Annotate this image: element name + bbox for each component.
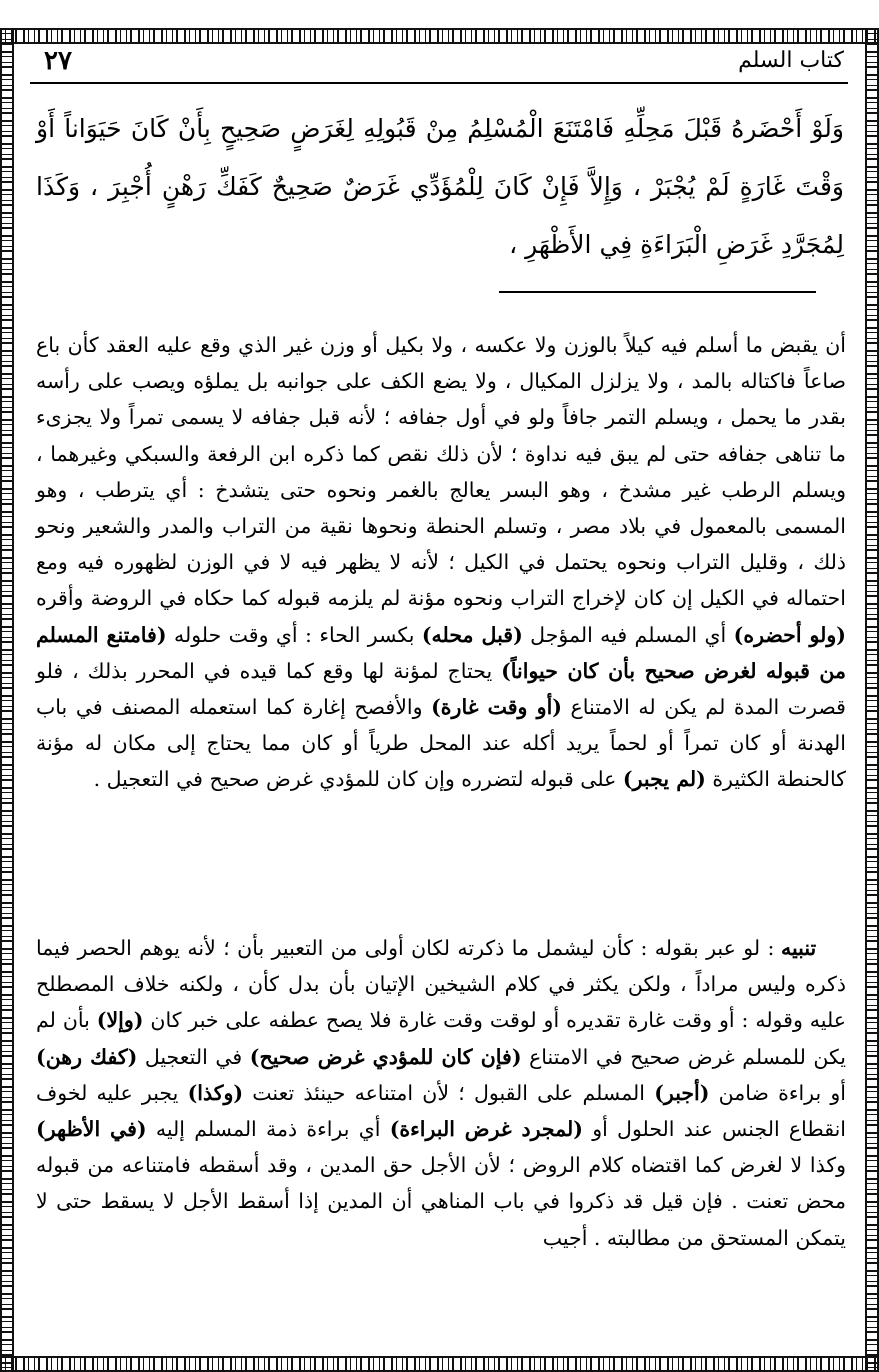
quoted-matn: (أو وقت غارة) bbox=[431, 695, 562, 720]
quoted-matn: (فإن كان للمؤدي غرض صحيح) bbox=[249, 1044, 522, 1069]
quoted-matn: (وإلا) bbox=[96, 1008, 144, 1033]
section-divider bbox=[499, 291, 816, 293]
commentary-text: على قبوله لتضرره وإن كان للمؤدي غرض صحيح في التعجيل . bbox=[93, 767, 623, 792]
commentary-text: وكذا لا لغرض كما اقتضاه كلام الروض ؛ لأن الأجل حق المدين ، وقد أسقطه فامتناعه من قبوله محض تعنت . فإن قيل قد ذكروا في باب المناهي أن المدين إذا أسقط الأجل لا يسقط حتى لا يتمكن المستحق من مطالبته . أجيب bbox=[36, 1153, 846, 1250]
commentary-text: المسلم على القبول ؛ لأن امتناعه حينئذ تعنت bbox=[243, 1080, 655, 1105]
ornamental-border-bottom bbox=[0, 1356, 879, 1372]
commentary-text: : لو عبر بقوله : كأن ليشمل ما ذكرته لكان أولى من التعبير بأن ؛ لأنه يوهم الحصر فيما ذكره وليس مراداً ، ولكن يكثر في كلام الشيخين الإتيان بأن بدل كأن ، ولكنه خلاف المصطلح عليه وقوله : أو وقت غارة تقديره أو لوقت وقت غارة فلا يصح عطفه على خبر كان bbox=[36, 936, 846, 1033]
ornamental-border-left bbox=[0, 28, 14, 1372]
commentary-paragraph-1 bbox=[36, 327, 846, 798]
commentary-text: بأن لم يكن للمسلم غرض صحيح في الامتناع bbox=[36, 1008, 847, 1069]
quoted-matn: (قبل محله) bbox=[421, 622, 523, 647]
quoted-matn: (لم يجبر) bbox=[622, 767, 706, 792]
commentary-text: بكسر الحاء : أي وقت حلوله bbox=[166, 622, 422, 647]
quoted-matn: (فامتنع المسلم من قبوله لغرض صحيح بأن كان حيواناً) bbox=[36, 622, 847, 683]
commentary-text: أي براءة ذمة المسلم إليه bbox=[146, 1117, 390, 1142]
commentary-text: أن يقبض ما أسلم فيه كيلاً بالوزن ولا عكسه ، ولا بكيل أو وزن غير الذي وقع عليه العقد كأن باع صاعاً فاكتاله بالمد ، ولا يزلزل المكيال ، ولا يضع الكف على جوانبه بل يملؤه ويصب على رأسه بقدر ما يحمل ، ويسلم التمر جافاً ولو في أول جفافه ؛ لأنه قبل جفافه لا يسمى تمراً ولا يجزىء ما تناهى جفافه حتى لم يبق فيه نداوة ؛ لأن ذلك نقص كما ذكره ابن الرفعة والسبكي وغيرهما ، ويسلم الرطب غير مشدخ ، وهو البسر يعالج بالغمر ونحوه حتى يتشدخ : أي يترطب ، وهو المسمى بالمعمول في بلاد مصر ، وتسلم الحنطة ونحوها نقية من التراب والمدر والشعير ونحو ذلك ، وقليل التراب ونحوه يحتمل في الكيل ؛ لأنه لا يظهر فيه لا في الوزن لظهوره فيه ومع احتماله في الكيل إن كان لإخراج التراب ونحوه مؤنة لم يلزمه قبوله كما حكاه في الروضة وأقره bbox=[36, 333, 846, 611]
running-header bbox=[30, 46, 848, 84]
ornamental-border-top bbox=[0, 28, 879, 44]
quoted-matn: (لمجرد غرض البراءة) bbox=[389, 1117, 583, 1142]
commentary-paragraph-2 bbox=[36, 930, 846, 1256]
page-number: ٢٧ bbox=[44, 46, 72, 76]
quoted-matn: (في الأظهر) bbox=[36, 1117, 147, 1142]
note-label: تنبيه bbox=[780, 936, 817, 960]
matn-text: وَلَوْ أَحْضَرهُ قَبْلَ مَحِلِّهِ فَامْتَنَعَ الْمُسْلِمُ مِنْ قَبُولِهِ لِغَرَضٍ صَحِيحٍ بِأَنْ كَانَ حَيَوَاناً أَوْ وَقْتَ غَارَةٍ لَمْ يُجْبَرْ ، وَإِلاَّ فَإِنْ كَانَ لِلْمُؤَدِّي غَرَضٌ صَحِيحٌ كَفَكِّ رَهْنٍ أُجْبِرَ ، وَكَذَا لِمُجَرَّدِ غَرَضِ الْبَرَاءَةِ فِي الأَظْهَرِ ، bbox=[36, 114, 844, 259]
ornamental-border-right bbox=[865, 28, 879, 1372]
quoted-matn: (كفك رهن) bbox=[36, 1044, 138, 1069]
quoted-matn: (وكذا) bbox=[187, 1080, 244, 1105]
commentary-text: أو براءة ضامن bbox=[709, 1080, 846, 1105]
commentary-text: أي المسلم فيه المؤجل bbox=[522, 622, 734, 647]
quoted-matn: (ولو أحضره) bbox=[733, 622, 846, 647]
commentary-text: والأفصح إغارة كما استعمله المصنف في باب الهدنة أو كان تمراً أو لحماً يريد أكله عند المحل طرياً أو كان مما يحتاج إلى مكان له مؤنة كالحنطة الكثيرة bbox=[36, 695, 846, 792]
commentary-text: في التعجيل bbox=[137, 1044, 250, 1069]
chapter-title: كتاب السلم bbox=[738, 48, 844, 73]
quoted-matn: (أجبر) bbox=[654, 1080, 710, 1105]
commentary-text: يحتاج لمؤنة لها وقع كما قيده في المحرر بذلك ، فلو قصرت المدة لم يكن له الامتناع bbox=[36, 658, 846, 720]
commentary-text: يجبر عليه لخوف انقطاع الجنس عند الحلول أو bbox=[36, 1080, 846, 1142]
